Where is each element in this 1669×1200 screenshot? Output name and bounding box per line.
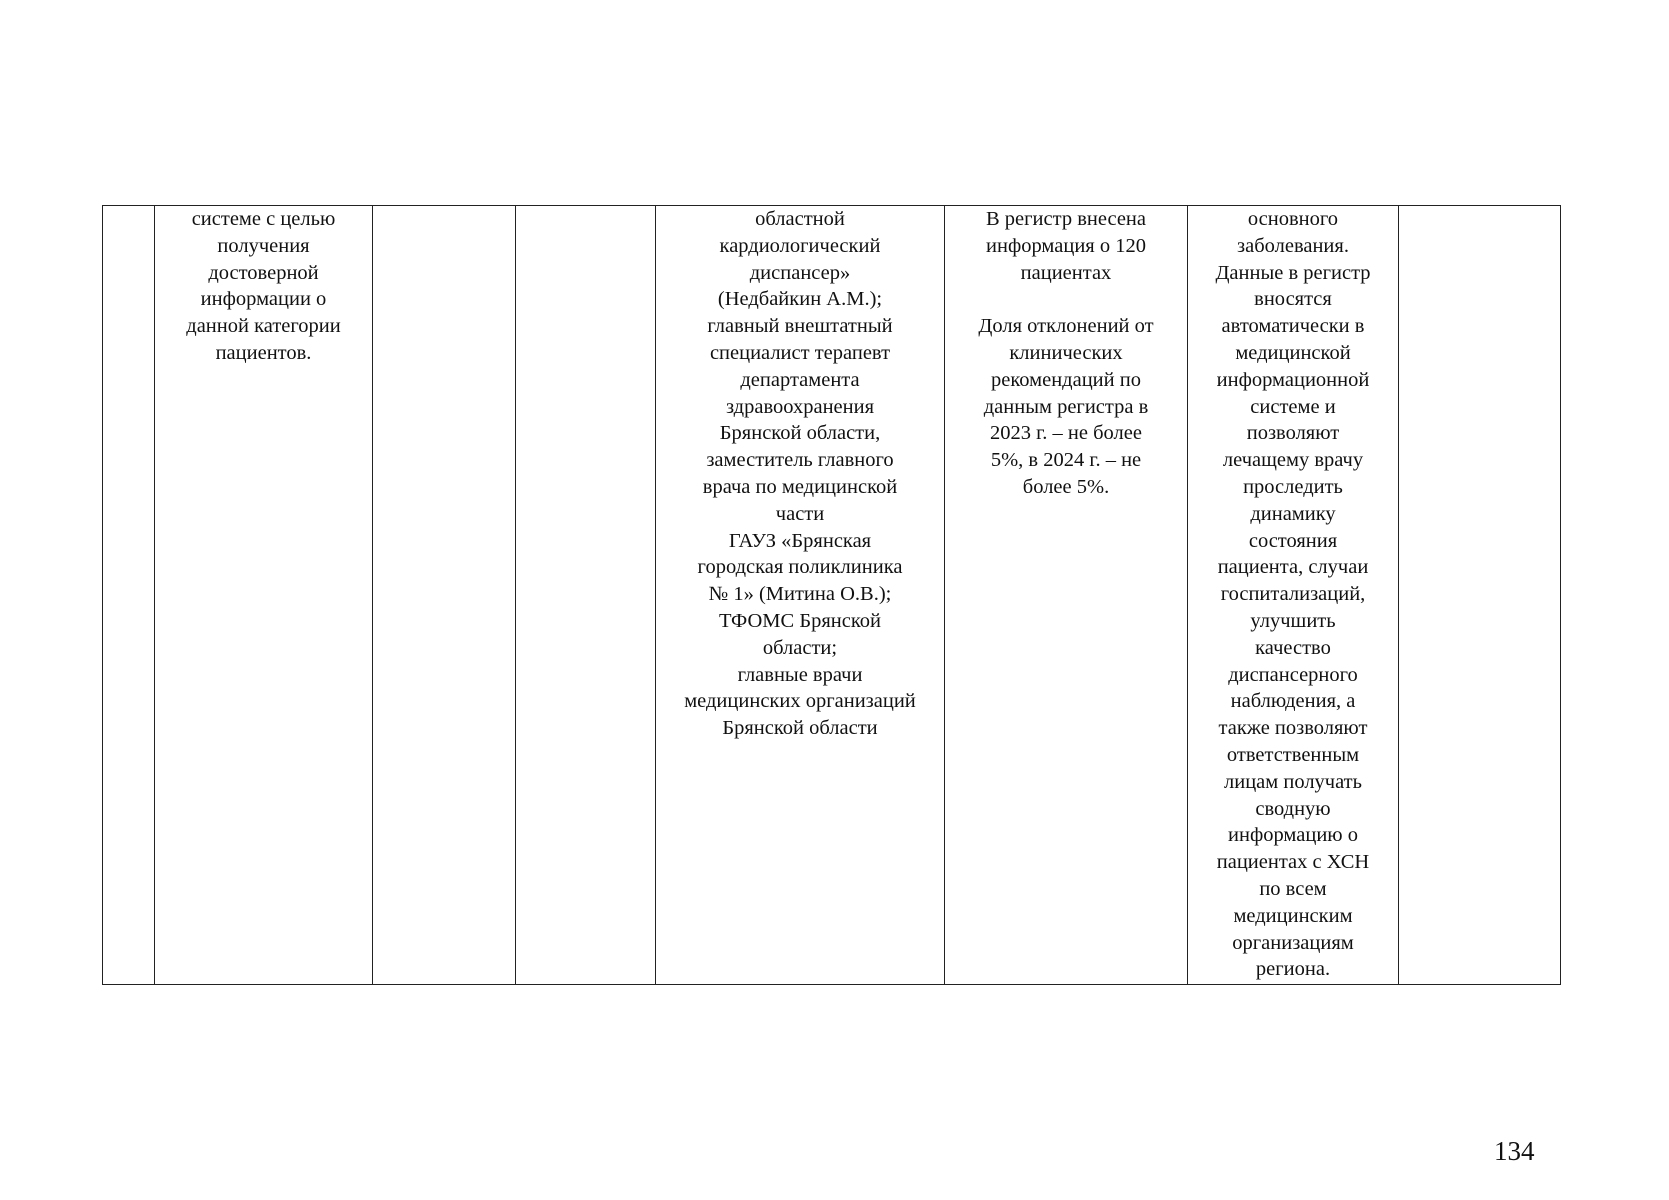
cell-responsible-persons: областной кардиологический диспансер» (Недбайкин А.М.); главный внештатный специалист терапевт департамента здравоохранения Брянской области, заместитель главного врача по медицинской части ГАУЗ «Брянская городская поликлиника № 1» (Митина О.В.); ТФОМС Брянской области; главные врачи медицинских организаций Брянской области: [656, 206, 945, 985]
cell-number: [103, 206, 155, 985]
cell-goal-description: системе с целью получения достоверной информации о данной категории пациентов.: [155, 206, 373, 985]
cell-empty-3: [373, 206, 516, 985]
cell-empty-4: [516, 206, 656, 985]
cell-indicators: В регистр внесена информация о 120 пациентах Доля отклонений от клинических рекомендаций по данным регистра в 2023 г. – не более 5%, в 2024 г. – не более 5%.: [945, 206, 1188, 985]
page-number: 134: [1494, 1136, 1535, 1166]
cell-result-description: основного заболевания. Данные в регистр вносятся автоматически в медицинской информационной системе и позволяют лечащему врачу проследить динамику состояния пациента, случаи госпитализаций, улучшить качество диспансерного наблюдения, а также позволяют ответственным лицам получать сводную информацию о пациентах с ХСН по всем медицинским организациям региона.: [1188, 206, 1399, 985]
document-table: [102, 205, 1561, 985]
table-row: [103, 206, 1561, 985]
cell-empty-8: [1399, 206, 1561, 985]
